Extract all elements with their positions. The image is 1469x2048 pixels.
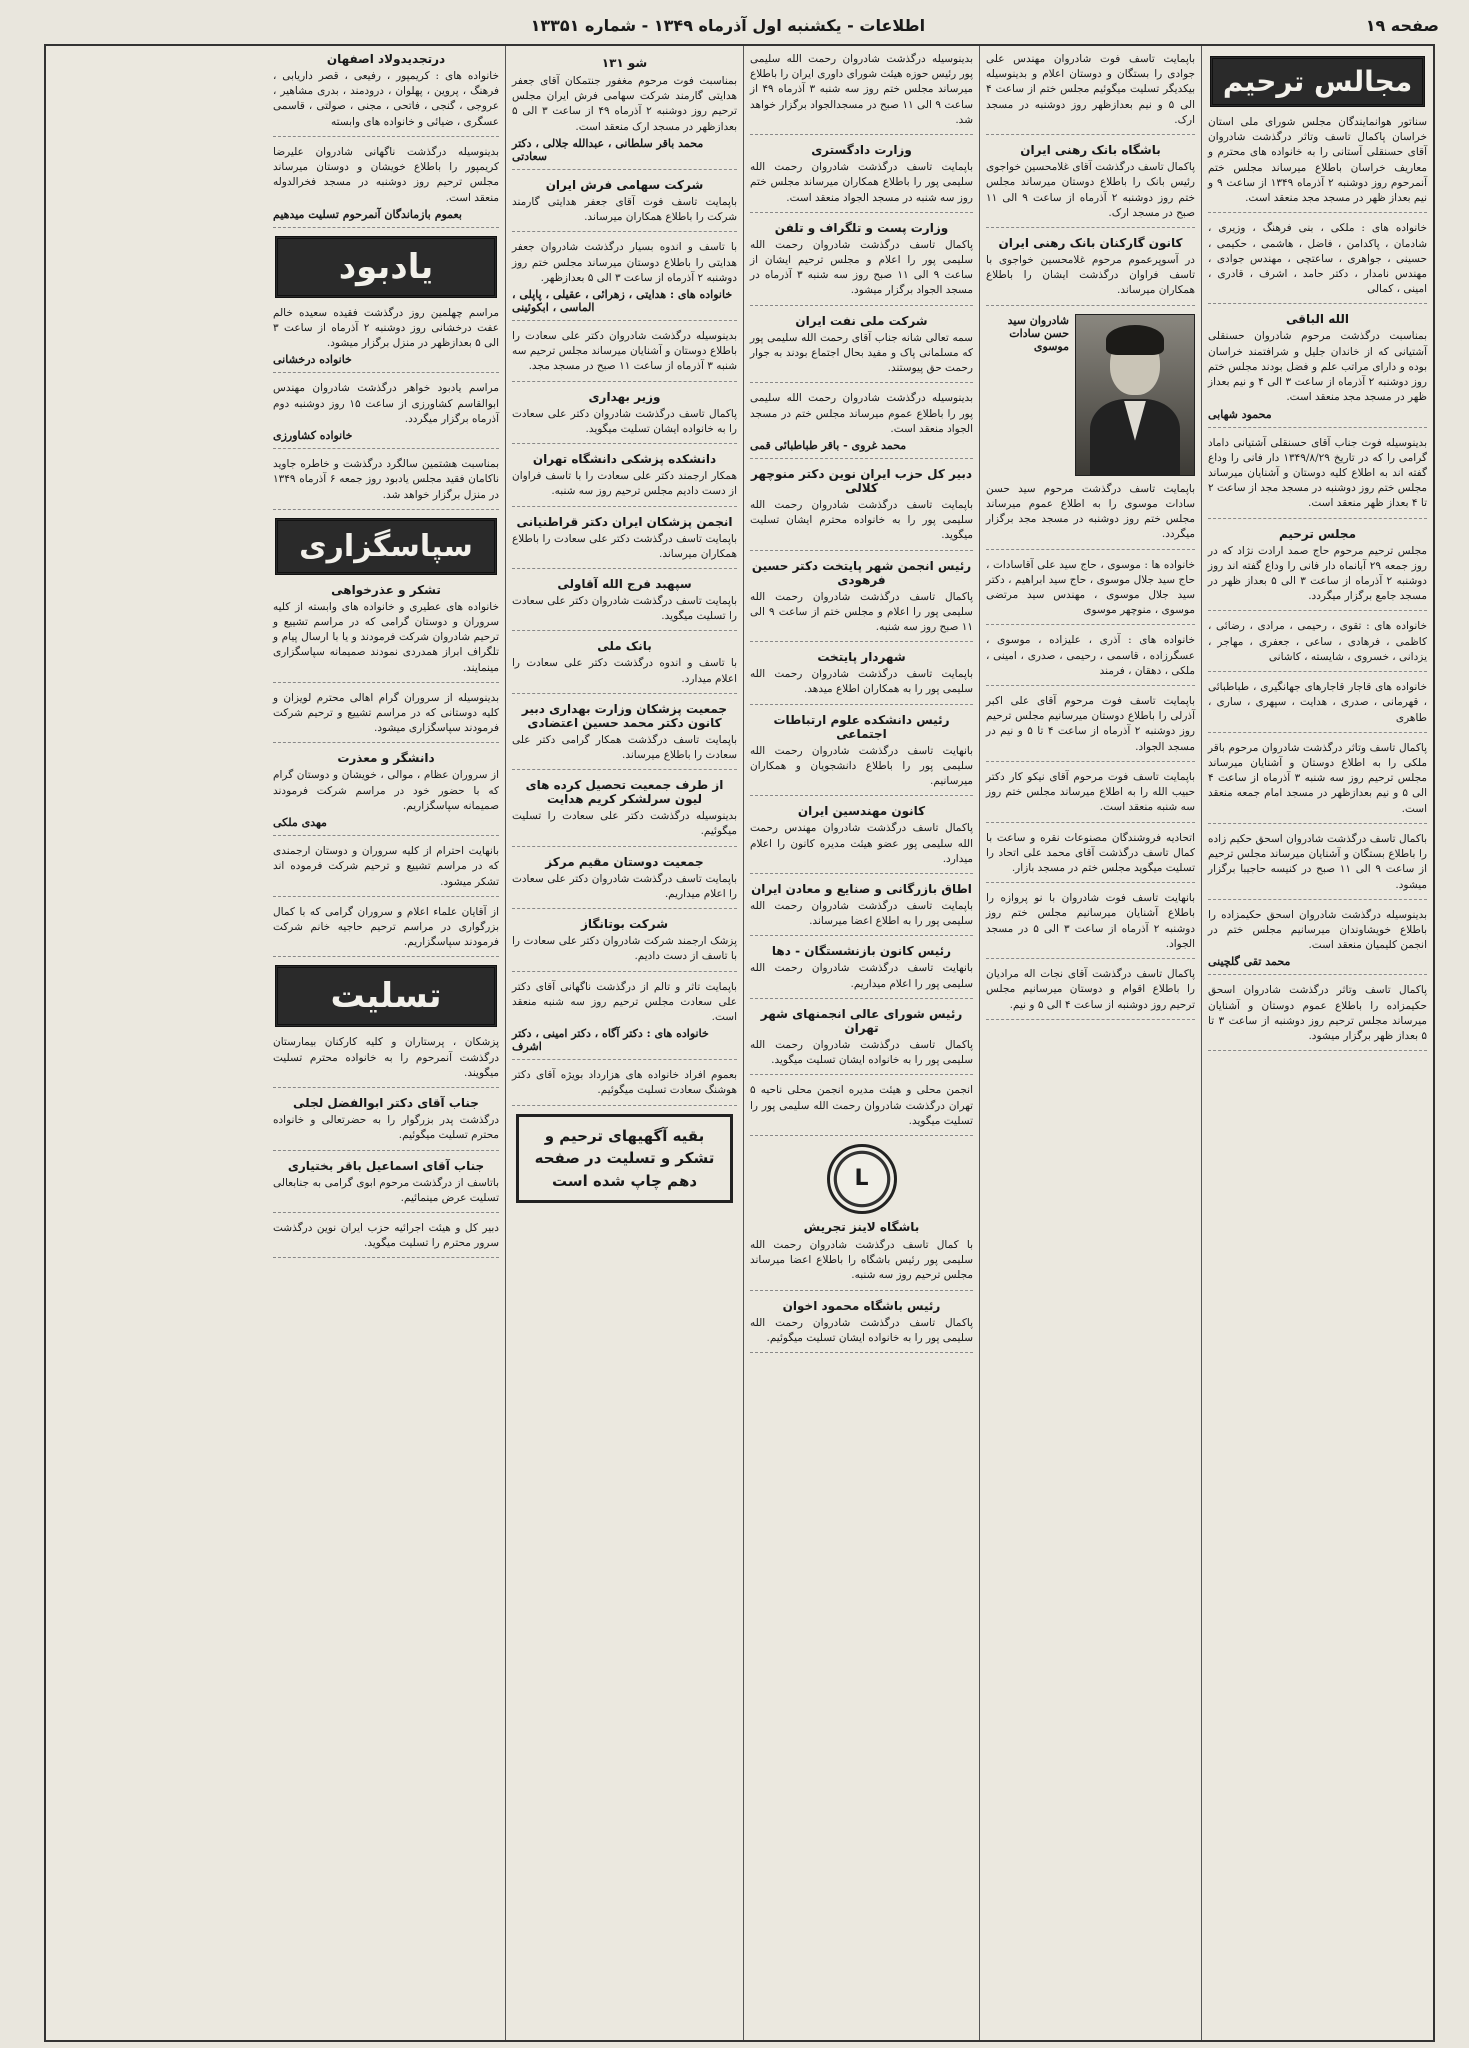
- notice-body: پزشک ارجمند شرکت شادروان دکتر علی سعادت را با تاسف از دست دادیم.: [512, 935, 737, 963]
- notice-title: رئیس باشگاه محمود اخوان: [782, 1298, 941, 1313]
- col5-notices: [273, 52, 499, 228]
- notice-body: مراسم یادبود خواهر درگذشت شادروان مهندس ابوالقاسم کشاورزی از ساعت ۱۵ روز دوشنبه دوم آذرماه برگزار میگردد.: [273, 382, 500, 425]
- notice-body: باپمایت تاسف درگذشت همکار گرامی دکتر علی سعادت را باطلاع میرساند.: [512, 733, 737, 762]
- notice-title: شرکت سهامی فرش ایران: [545, 177, 704, 192]
- obituary-notice: [750, 221, 973, 306]
- notice-title: شرکت ملی نفت ایران: [795, 313, 928, 328]
- obituary-notice: [986, 482, 1195, 550]
- notice-body: با تاسف و اندوه درگذشت دکتر علی سعادت را اعلام میدارد.: [512, 657, 737, 685]
- notice-body: بعموم افراد خانواده های هزارداد بویژه آقای دکتر هوشنگ سعادت تسلیت میگوئیم.: [512, 1069, 737, 1097]
- notice-signature: خانواده های : دکتر آگاه ، دکتر امینی ، دکتر اشرف: [512, 1027, 709, 1054]
- obituary-notice: [512, 452, 737, 506]
- obituary-notice: [986, 143, 1195, 228]
- notice-title: جناب آقای اسماعیل باقر بختیاری: [287, 1158, 485, 1173]
- notice-body: خانواده های : تقوی ، رحیمی ، مرادی ، رضائی ، کاظمی ، فرهادی ، ساعی ، جعفری ، مهاجر ، یزدانی ، خسروی ، شایسته ، کاشانی: [1208, 620, 1427, 663]
- obituary-notice: [512, 515, 737, 569]
- notice-body: از آقایان علماء اعلام و سروران گرامی که با کمال بزرگواری در مراسم ترحیم حاجیه خانم شرکت فرمودند سپاسگزاریم.: [273, 905, 499, 949]
- notice-body: درگذشت پدر بزرگوار را به حضرتعالی و خانواده محترم تسلیت میگوئیم.: [273, 1114, 499, 1142]
- obituary-notice: [273, 381, 499, 449]
- notice-signature: مهدی ملکی: [273, 816, 327, 830]
- col5-notices-2: [273, 306, 499, 510]
- notice-body: باپمایت تاثر و تالم از درگذشت ناگهانی آقای دکتر علی سعادت مجلس ترحیم روز سه شنبه منعقد است.: [512, 980, 737, 1023]
- obituary-notice: [986, 831, 1195, 884]
- notice-body: باپمایت تاسف فوت آقای جعفر هدایتی گارمند شرکت را باطلاع همکاران میرساند.: [512, 195, 737, 224]
- notice-title: از طرف جمعیت تحصیل کرده های لیون سرلشکر کریم هدایت: [525, 778, 724, 807]
- column-4: [505, 46, 743, 2040]
- notice-body: همکار ارجمند دکتر علی سعادت را با تاسف فراوان از دست دادیم مجلس ترحیم روز سه شنبه.: [512, 470, 737, 498]
- obituaries-frame: [44, 44, 1435, 2042]
- notice-body: بمناسبت درگذشت مرحوم شادروان حسنقلی آشتیانی که از خاندان جلیل و شرافتمند خراسان بوده و دارای مراتب علم و فضل بودند مجلس ختم روز دوشنبه ۲ آذرماه از ساعت ۳ الی ۴ و نیم بعداز ظهر در مسجد مجد منعقد است.: [1208, 330, 1427, 404]
- obituary-notice: [750, 944, 973, 998]
- obituary-notice: [750, 467, 973, 551]
- notice-signature: محمد تقی گلچینی: [1208, 955, 1291, 969]
- notice-body: باپمایت تاسف فوت مرحوم آقای علی اکبر آذرلی را باطلاع دوستان میرسانیم مجلس ترحیم روز دوشنبه ۲ آذرماه از ساعت ۴ تا ۵ و نیم در مسجد الجواد.: [986, 695, 1195, 753]
- obituary-notice: [1208, 312, 1427, 427]
- notice-body: باکمال تاسف درگذشت شادروان اسحق حکیم زاده را باطلاع بستگان و آشنایان میرساند مجلس ترحیم از ساعت ۹ الی ۱۱ صبح در کنیسه حاجیبا برگزار میشود.: [1208, 832, 1427, 891]
- obituary-notice: [273, 905, 499, 958]
- obituary-notice: [512, 390, 737, 444]
- obituary-notice: [750, 1083, 973, 1136]
- notice-signature: خانواده های : هدایتی ، زهرائی ، عقیلی ، پاپلی ، الماسی ، ابکوئینی: [512, 287, 733, 314]
- column-2: [979, 46, 1201, 2040]
- notice-body: بدینوسیله درگذشت شادروان اسحق حکیمزاده را باطلاع خویشاوندان میرسانیم مجلس ختم در انجمن کلیمیان منعقد است.: [1208, 908, 1427, 952]
- obituary-notice: [512, 778, 737, 846]
- notice-body: پزشکان ، پرستاران و کلیه کارکنان بیمارستان درگذشت آنمرحوم را به خانواده محترم تسلیت میگویند.: [273, 1036, 499, 1079]
- notice-body: خانواده ها : موسوی ، حاج سید علی آقاسادات ، حاج سید جلال موسوی ، حاج سید ابراهیم ، دکتر سید جلال موسوی ، مهندس سید مرتضی موسوی ، منوچهر موسوی: [986, 558, 1195, 617]
- obituary-notice: [750, 143, 973, 213]
- obituary-notice: [1208, 983, 1427, 1051]
- obituary-notice: [512, 1068, 737, 1105]
- banner-tasliat: تسلیت: [275, 965, 497, 1027]
- notice-body: باپمایت تاسف درگذشت شادروان رحمت الله سلیمی پور را باطلاع همکاران میرساند مجلس ختم روز سه شنبه در مسجد الجواد منعقد است.: [750, 161, 973, 204]
- column-1: [1201, 46, 1433, 2040]
- notice-body: بدینوسیله از سروران گرام اهالی محترم لویزان و کلیه دوستانی که در مراسم تشییع و ترحیم شرکت فرمودند سپاسگزاری میشود.: [273, 691, 499, 735]
- notice-title: شرکت بوتانگاز: [580, 917, 669, 932]
- notice-title: شهردار پایتخت: [817, 650, 906, 665]
- col5-notices-3: [273, 583, 499, 958]
- notice-title: درتجدیدولاد اصفهان: [326, 52, 446, 66]
- obituary-notice: [750, 559, 973, 643]
- notice-body: بدینوسیله درگذشت شادروان دکتر علی سعادت را باطلاع دوستان و آشنایان میرساند مجلس ترحیم سه شنبه ۳ آذرماه از ساعت ۱۱ صبح در مسجد مجد.: [512, 329, 737, 373]
- notice-signature: محمود شهابی: [1208, 407, 1272, 421]
- notice-signature: خانواده کشاورزی: [273, 429, 353, 443]
- notice-title: دانشگر و معذرت: [337, 751, 435, 766]
- obituary-notice: [1208, 908, 1427, 976]
- obituary-notice: [273, 457, 499, 510]
- notice-title: کانون گارکنان بانک رهنی ایران: [998, 235, 1183, 250]
- notice-body: بدینوسیله درگذشت شادروان رحمت الله سلیمی پور را باطلاع عموم میرساند مجلس ختم در مسجد الجواد منعقد است.: [750, 392, 973, 435]
- notice-signature: محمد باقر سلطانی ، عبدالله جلالی ، دکتر سعادتی: [512, 136, 704, 163]
- obituary-notice: [1208, 741, 1427, 824]
- obituary-notice: [512, 240, 737, 321]
- issue-line: اطلاعات - یکشنبه اول آذرماه ۱۳۴۹ - شماره ۱۳۳۵۱: [530, 15, 926, 35]
- notice-title: جمعیت پزشکان وزارت بهداری دبیر کانون دکتر محمد حسین اعتضادی: [521, 701, 728, 730]
- obituary-notice: [512, 639, 737, 693]
- notice-body: بانهایت احترام از کلیه سروران و دوستان ارجمندی که در مراسم تشییع و ترحیم شرکت فرموده اند تشکر میشود.: [273, 845, 499, 888]
- obituary-notice: [512, 178, 737, 232]
- obituary-notice: [273, 844, 499, 897]
- notice-body: از سروران عظام ، موالی ، خویشان و دوستان گرام که با حضور خود در مراسم شرکت فرمودند صمیمانه سپاسگزاریم.: [273, 769, 499, 812]
- notice-title: جناب آقای دکتر ابوالفضل لجلی: [293, 1096, 479, 1111]
- notice-body: بمناسبت فوت مرحوم مغفور جنتمکان آقای جعفر هدایتی گارمند شرکت سهامی فرش ایران مجلس ترحیم روز دوشنبه ۲ آذرماه ۴۹ از ساعت ۳ الی ۵ بعدازظهر در مسجد ارک منعقد است.: [512, 75, 737, 133]
- obituary-notice: [273, 52, 499, 137]
- notice-signature: بعموم بازماندگان آنمرحوم تسلیت میدهیم: [273, 207, 462, 221]
- notice-body: با کمال تاسف درگذشت شادروان رحمت الله سلیمی پور رئیس باشگاه را باطلاع اعضا میرساند مجلس ترحیم روز سه شنبه.: [750, 1238, 973, 1282]
- notice-title: مجلس ترحیم: [1278, 526, 1357, 541]
- notice-body: پاکمال تاسف درگذشت شادروان رحمت الله سلیمی پور را به خانواده ایشان تسلیت میگوید.: [750, 1038, 973, 1067]
- obituary-notice: [512, 855, 737, 909]
- notice-title: کانون مهندسین ایران: [797, 804, 926, 819]
- notice-title: تشکر و عذرخواهی: [331, 582, 441, 597]
- obituary-notice: [273, 145, 499, 228]
- page-number: صفحه ۱۹: [1365, 15, 1439, 35]
- obituary-notice: [750, 713, 973, 797]
- notice-body: پاکمال تاسف درگذشت آقای نجات اله مرادیان را باطلاع اقوام و دوستان میرسانیم مجلس ترحیم روز دوشنبه از ساعت ۴ الی ۵ و نیم.: [986, 968, 1195, 1011]
- notice-body: انجمن محلی و هیئت مدیره انجمن محلی ناحیه ۵ تهران درگذشت شادروان رحمت الله سلیمی پور را تسلیت میگوید.: [750, 1084, 973, 1127]
- obituary-notice: [986, 558, 1195, 626]
- continued-notice-box: بقیه آگهیهای ترحیم و تشکر و تسلیت در صفحه دهم چاپ شده است: [516, 1114, 733, 1204]
- col3-notices-2: [750, 1238, 973, 1353]
- column-5: [267, 46, 505, 2040]
- col2-notices-2: [986, 482, 1195, 1020]
- notice-title: رئیس دانشکده علوم ارتباطات اجتماعی: [773, 712, 950, 741]
- obituary-notice: [986, 967, 1195, 1020]
- notice-body: بدینوسیله درگذشت دکتر علی سعادت را تسلیت میگوئیم.: [512, 810, 737, 838]
- obituary-notice: [986, 891, 1195, 959]
- notice-title: رئیس شورای عالی انجمنهای شهر تهران: [760, 1006, 963, 1035]
- notice-title: وزارت پست و تلگراف و تلفن: [774, 220, 949, 235]
- notice-body: خانواده های : ملکی ، بنی فرهنگ ، وزیری ، شادمان ، پاکدامن ، فاضل ، هاشمی ، حکیمی ، حسینی ، جواهری ، ساعتچی ، مهندس جوادی ، مهندس نامدار ، دکتر حامد ، اشرف ، قادری ، امینی ، کمالی: [1208, 222, 1427, 296]
- portrait-block: [986, 314, 1195, 476]
- banner-yadbud: یادبود: [275, 236, 497, 298]
- col5-notices-4: [273, 1035, 499, 1258]
- obituary-notice: [750, 882, 973, 936]
- notice-body: مجلس ترحیم مرحوم حاج صمد ارادت نژاد که در روز جمعه ۲۹ آبانماه دار فانی را وداع گفته اند روز دوشنبه ۲ آذرماه از ساعت ۳ الی ۵ بعداز ظهر در مسجد جامع برگزار میگردد.: [1208, 544, 1427, 603]
- notice-body: بانهایت تاسف درگذشت شادروان رحمت الله سلیمی پور را باطلاع دانشجویان و همکاران میرسانیم.: [750, 744, 973, 788]
- notice-body: باپمایت تاسف درگذشت دکتر علی سعادت را باطلاع همکاران میرساند.: [512, 532, 737, 560]
- lions-club-title: باشگاه لاینز تجریش: [803, 1219, 920, 1234]
- obituary-notice: [750, 314, 973, 384]
- notice-body: با تاسف و اندوه بسیار درگذشت شادروان جعفر هدایتی را باطلاع دوستان میرساند مجلس ختم روز دوشنبه ۲ آذرماه از ساعت ۳ الی ۵ بعدازظهر.: [512, 241, 737, 284]
- notice-body: پاکمال تاسف درگذشت آقای غلامحسین خواجوی رئیس بانک را باطلاع دوستان میرساند مجلس ختم روز دوشنبه ۲ آذرماه از ساعت ۹ الی ۱۱ صبح در مسجد ارک.: [986, 161, 1196, 219]
- notice-body: پاکمال تاسف درگذشت شادروان رحمت الله سلیمی پور را اعلام و مجلس ترحیم ایشان از ساعت ۹ الی ۱۱ صبح روز سه شنبه ۳ آذرماه در مسجد الجواد برگزار میشود.: [750, 238, 973, 297]
- obituary-notice: [750, 804, 973, 874]
- notice-body: پاکمال تاسف درگذشت شادروان رحمت الله سلیمی پور را به خانواده ایشان تسلیت میگوئیم.: [750, 1316, 973, 1344]
- obituary-notice: [512, 917, 737, 971]
- notice-title: بانک ملی: [597, 639, 652, 654]
- obituary-notice: [512, 980, 737, 1061]
- notice-body: بدینوسیله درگذشت شادروان رحمت الله سلیمی پور رئیس حوزه هیئت شورای داوری ایران را باطلاع میرساند مجلس ختم روز سه شنبه ۳ آذرماه ۴۹ از ساعت ۹ الی ۱۱ صبح در مسجدالجواد برگزار خواهد شد.: [750, 53, 973, 126]
- obituary-notice: [273, 1159, 499, 1213]
- notice-body: باپمایت تاسف درگذشت مرحوم سید حسن سادات موسوی را به اطلاع عموم میرساند مجلس ختم روز دوشنبه در مسجد مجد برگزار میگردد.: [986, 482, 1195, 541]
- notice-body: خانواده های عطیری و خانواده های وابسته از کلیه سروران و دوستان گرامی که در مراسم تشییع و ترحیم شادروان شرکت فرمودند و یا با ارسال پیام و تلگراف ابراز همدردی نمودند صمیمانه سپاسگزاری مینمایند.: [273, 600, 499, 674]
- notice-body: باپمایت تاسف درگذشت شادروان رحمت الله سلیمی پور را به خانواده محترم ایشان تسلیت میگوید.: [750, 498, 973, 542]
- page-header: [30, 10, 1439, 40]
- notice-body: بمناسبت هشتمین سالگرد درگذشت و خاطره جاوید ناکامان فقید مجلس یادبود روز جمعه ۶ آذرماه ۱۳۴۹ در منزل برگزار خواهد شد.: [273, 458, 499, 501]
- obituary-notice: [273, 691, 499, 744]
- notice-body: پاکمال تاسف وتاثر درگذشت شادروان مرحوم باقر ملکی را به اطلاع دوستان و آشنایان میرساند مجلس ترحیم روز سه شنبه ۳ آذرماه از ساعت ۴ الی ۵ و نیم بعدازظهر در مسجد امام جمعه منعقد است.: [1208, 741, 1427, 815]
- obituary-notice: [273, 751, 499, 836]
- notice-title: الله الباقی: [1286, 312, 1349, 327]
- notice-body: دبیر کل و هیئت اجرائیه حزب ایران نوین درگذشت سرور محترم را تسلیت میگوید.: [273, 1221, 499, 1250]
- notice-body: مراسم چهلمین روز درگذشت فقیده سعیده خالم عفت درخشانی روز دوشنبه ۲ آذرماه از ساعت ۳ الی ۵ بعدازظهر در منزل برگزار میشود.: [273, 306, 499, 350]
- obituary-notice: [273, 306, 499, 374]
- notice-title: انجمن پزشکان ایران دکتر قراطنیانی: [516, 514, 733, 529]
- notice-title: باشگاه بانک رهنی ایران: [1020, 143, 1161, 158]
- notice-body: باپمایت تاسف فوت شادروان مهندس علی جوادی را بستگان و دوستان اعلام و بدینوسیله بیکدیگر تسلیت میگوئیم مجلس ختم از ساعت ۴ الی ۵ و نیم بعدازظهر روز دوشنبه در مسجد ارک.: [986, 53, 1195, 126]
- obituary-notice: [986, 694, 1195, 762]
- lions-club-logo: L: [827, 1144, 897, 1214]
- portrait-photo: [1075, 314, 1195, 476]
- obituary-notice: [512, 577, 737, 631]
- notice-body: در آسوپرعموم مرحوم غلامحسین خواجوی با تاسف فراوان درگذشت ایشان را باطلاع همکاران میرساند.: [986, 253, 1195, 297]
- notice-body: خانواده های : آذری ، علیزاده ، موسوی ، عسگرزاده ، قاسمی ، رحیمی ، صدری ، امینی ، ملکی ، دهقان ، فرمند: [986, 634, 1195, 677]
- notice-body: پاکمال تاسف درگذشت شادروان مهندس رحمت الله سلیمی پور عضو هیئت مدیره کانون را اعلام میدارد.: [750, 822, 973, 865]
- notice-body: باپمایت تاسف درگذشت شادروان رحمت الله سلیمی پور را به همکاران اطلاع میدهد.: [750, 668, 973, 696]
- obituary-notice: [512, 702, 737, 770]
- notice-body: سمه تعالی شانه جناب آقای رحمت الله سلیمی پور که مسلمانی پاک و مفید بحال اجتماع بودند به جوار رحمت حق پیوستند.: [750, 331, 973, 375]
- notice-body: بدینوسیله درگذشت ناگهانی شادروان علیرضا کریمپور را باطلاع خویشان و دوستان میرساند مجلس ترحیم روز دوشنبه در مسجد فخرالدوله منعقد است.: [273, 145, 499, 204]
- notice-body: باپمایت تاسف درگذشت شادروان دکتر علی سعادت را اعلام میداریم.: [512, 872, 737, 900]
- notice-title: اطاق بازرگانی و صنایع و معادن ایران: [751, 882, 972, 896]
- notice-body: باپمایت تاسف درگذشت شادروان رحمت الله سلیمی پور را به اطلاع اعضا میرساند.: [750, 900, 973, 928]
- notice-body: خانواده های : کریمپور ، رفیعی ، قصر داریابی ، فرهنگ ، پروین ، پهلوان ، درودمند ، بدری مشاهیر ، عروجی ، گنجی ، فاتحی ، مجنی ، صولتی ، قاسمی عسگری ، ضیائی و خانواده های وابسته: [273, 70, 499, 128]
- notice-body: باپمایت تاسف فوت مرحوم آقای نیکو کار دکتر حبیب الله را به اطلاع میرساند مجلس ختم روز سه شنبه منعقد است.: [986, 770, 1195, 814]
- notice-body: بانهایت تاسف فوت شادروان با نو پروازه را باطلاع آشنایان میرسانیم مجلس ختم روز دوشنبه ۲ آذرماه از ساعت ۳ الی ۵ در مسجد الجواد.: [986, 892, 1196, 950]
- obituary-notice: [750, 1007, 973, 1075]
- obituary-notice: [1208, 680, 1427, 733]
- notice-body: پاکمال تاسف درگذشت شادروان دکتر علی سعادت را به خانواده ایشان تسلیت میگوید.: [512, 407, 737, 435]
- notice-body: سناتور هوانمایندگان مجلس شورای ملی استان خراسان پاکمال تاسف وتاثر درگذشت شادروان آقای حسنقلی آستانی را به خانواده های محترم و معاریف خراسان باطلاع میرساند مجلس ختم آنمرحوم روز دوشنبه ۲ آذرماه ۱۳۴۹ از ساعت ۹ و نیم بعداز ظهر در مسجد مجد منعقد است.: [1208, 116, 1428, 205]
- notice-body: پاکمال تاسف درگذشت شادروان رحمت الله سلیمی پور را اعلام و مجلس ختم از ساعت ۹ الی ۱۱ صبح روز سه شنبه.: [750, 590, 973, 634]
- obituary-notice: [750, 52, 973, 135]
- col1-notices: [1208, 115, 1427, 1051]
- obituary-notice: [986, 236, 1195, 306]
- obituary-notice: [273, 1035, 499, 1088]
- notice-body: پاکمال تاسف وتاثر درگذشت شادروان اسحق حکیمزاده را باطلاع عموم دوستان و آشنایان میرساند مجلس ترحیم روز دوشنبه از ساعت ۳ تا ۵ بعداز ظهر برگزار میشود.: [1208, 984, 1427, 1043]
- notice-title: رئیس انجمن شهر پایتخت دکتر حسین فرهودی: [751, 558, 972, 587]
- obituary-notice: [273, 1221, 499, 1258]
- obituary-notice: [986, 52, 1195, 135]
- obituary-notice: [273, 583, 499, 683]
- notice-body: خانواده های قاجار قاجارهای جهانگیری ، طباطبائی ، قهرمانی ، صدری ، هدایت ، سپهری ، ساری ، طاهری: [1208, 681, 1427, 724]
- columns: [46, 46, 1433, 2040]
- banner-majales-tarhim: مجالس ترحیم: [1210, 56, 1425, 107]
- notice-title: وزارت دادگستری: [811, 143, 912, 158]
- obituary-notice: [750, 1299, 973, 1353]
- notice-body: اتحادیه فروشندگان مصنوعات نقره و ساعت با کمال تاسف درگذشت آقای محمد علی اتحاد را تسلیت میگوید مجلس ختم در مسجد بازار.: [986, 831, 1195, 874]
- obituary-notice: [750, 1238, 973, 1291]
- obituary-notice: [986, 633, 1195, 686]
- obituary-notice: [1208, 527, 1427, 612]
- obituary-notice: [750, 650, 973, 704]
- obituary-notice: [1208, 221, 1427, 304]
- portrait-caption: شادروان سید حسن سادات موسوی: [1007, 313, 1069, 353]
- notice-title: دبیر کل حزب ایران نوین دکتر منوچهر کلالی: [750, 466, 973, 495]
- banner-sepasgozari: سپاسگزاری: [275, 518, 497, 575]
- col3-notices: [750, 52, 973, 1136]
- col2-notices: [986, 52, 1195, 306]
- obituary-notice: [512, 74, 737, 170]
- obituary-notice: [1208, 619, 1427, 672]
- notice-title: دانشکده پزشکی دانشگاه تهران: [532, 452, 717, 467]
- column-3: [743, 46, 979, 2040]
- obituary-notice: [512, 329, 737, 382]
- column-4-heading: شو ۱۳۱: [601, 56, 648, 70]
- obituary-notice: [1208, 832, 1427, 900]
- obituary-notice: [1208, 115, 1427, 213]
- notice-body: بدینوسیله فوت جناب آقای حسنقلی آشتیانی داماد گرامی را که در تاریخ ۱۳۴۹/۸/۲۹ دار فانی را وداع گفته اند به اطلاع کلیه دوستان و آشنایان میرساند مجلس ختم روز دوشنبه در مسجد مجد از ساعت ۲ تا ۴ بعداز ظهر منعقد است.: [1208, 436, 1428, 510]
- obituary-notice: [750, 391, 973, 459]
- col4-notices: [512, 74, 737, 1106]
- notice-body: باپمایت تاسف درگذشت شادروان دکتر علی سعادت را تسلیت میگوید.: [512, 594, 737, 623]
- obituary-notice: [986, 770, 1195, 823]
- notice-signature: خانواده درخشانی: [273, 353, 352, 367]
- obituary-notice: [1208, 436, 1427, 519]
- notice-body: باتاسف از درگذشت مرحوم ابوی گرامی به جنابعالی تسلیت عرض مینمائیم.: [273, 1176, 499, 1204]
- notice-title: وزیر بهداری: [588, 389, 661, 404]
- notice-title: رئیس کانون بازنشستگان - دها: [771, 944, 952, 959]
- obituary-notice: [273, 1096, 499, 1150]
- notice-signature: محمد غروی - باقر طباطبائی قمی: [750, 438, 907, 452]
- notice-title: جمعیت دوستان مقیم مرکز: [545, 854, 704, 869]
- notice-title: سپهبد فرج الله آقاولی: [557, 576, 692, 591]
- notice-body: بانهایت تاسف درگذشت شادروان رحمت الله سلیمی پور را اعلام میداریم.: [750, 962, 973, 990]
